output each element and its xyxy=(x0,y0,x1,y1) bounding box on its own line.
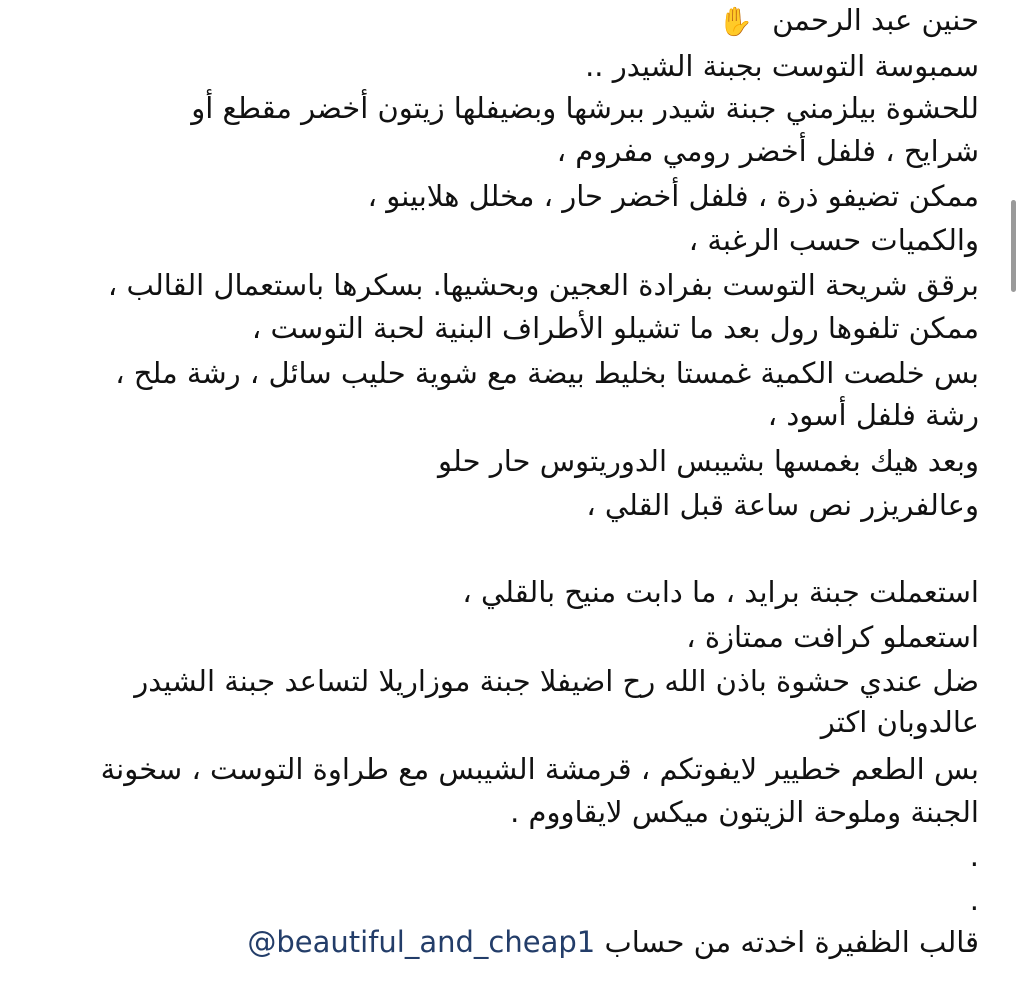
post-line: رشة فلفل أسود ، xyxy=(767,398,979,432)
raised-hand-icon: ✋ xyxy=(718,5,753,38)
credit-line xyxy=(20,922,979,962)
credit-text: قالب الظفيرة اخدته من حساب xyxy=(604,925,979,959)
post-line: . xyxy=(969,883,979,917)
post-line: عالدوبان اكتر xyxy=(820,705,979,739)
post-line: وبعد هيك بغمسها بشيبس الدوريتوس حار حلو xyxy=(437,444,979,478)
scrollbar-thumb[interactable] xyxy=(1011,200,1016,292)
author-line xyxy=(20,0,979,42)
post-line: استعملو كرافت ممتازة ، xyxy=(686,620,979,654)
post-line: ممكن تضيفو ذرة ، فلفل أخضر حار ، مخلل هلابينو ، xyxy=(367,179,979,213)
post-line: للحشوة بيلزمني جبنة شيدر ببرشها وبضيفلها زيتون أخضر مقطع أو xyxy=(191,91,979,125)
post-line: ضل عندي حشوة باذن الله رح اضيفلا جبنة موزاريلا لتساعد جبنة الشيدر xyxy=(134,664,979,698)
post-line: شرايح ، فلفل أخضر رومي مفروم ، xyxy=(556,134,979,168)
post-line: سمبوسة التوست بجبنة الشيدر .. xyxy=(585,49,979,83)
account-mention-link[interactable]: @beautiful_and_cheap1 xyxy=(247,925,596,959)
post-line: ممكن تلفوها رول بعد ما تشيلو الأطراف البنية لحبة التوست ، xyxy=(251,311,979,345)
post-line: برقق شريحة التوست بفرادة العجين وبحشيها. بسكرها باستعمال القالب ، xyxy=(107,268,979,302)
post-line: والكميات حسب الرغبة ، xyxy=(688,223,979,257)
post-line: استعملت جبنة برايد ، ما دابت منيح بالقلي ، xyxy=(462,575,979,609)
post-line: وعالفريزر نص ساعة قبل القلي ، xyxy=(586,488,979,522)
post-line: الجبنة وملوحة الزيتون ميكس لايقاووم . xyxy=(510,795,979,829)
post-line: بس خلصت الكمية غمستا بخليط بيضة مع شوية حليب سائل ، رشة ملح ، xyxy=(115,356,979,390)
author-name[interactable]: حنين عبد الرحمن xyxy=(772,3,979,37)
post-line: بس الطعم خطيير لايفوتكم ، قرمشة الشيبس مع طراوة التوست ، سخونة xyxy=(100,752,979,786)
post-line: . xyxy=(969,839,979,873)
